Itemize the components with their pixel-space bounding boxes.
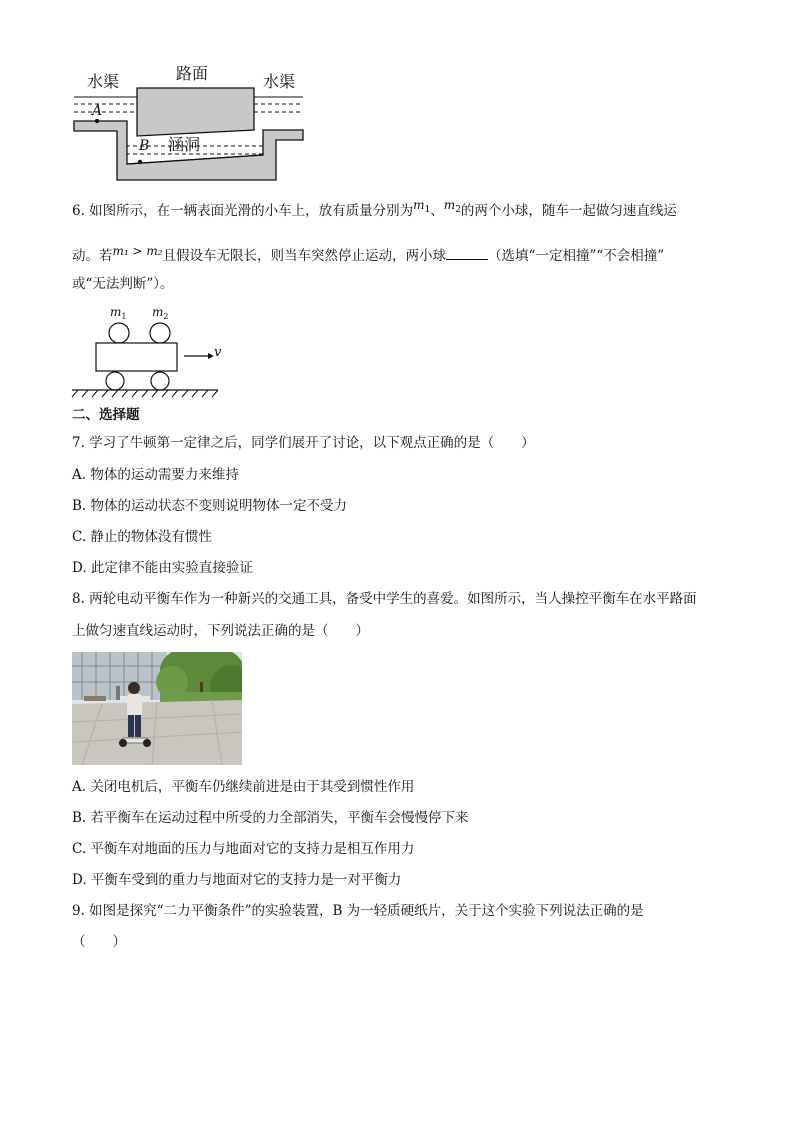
q6-line2-middle: 且假设车无限长，则当车突然停止运动，两小球 bbox=[162, 248, 447, 264]
point-a-label: A bbox=[92, 103, 103, 119]
q6-m2-sub: 2 bbox=[455, 205, 461, 215]
q7-option-b[interactable]: B. 物体的运动状态不变则说明物体一定不受力 bbox=[72, 498, 348, 514]
cart-m2-letter: m bbox=[152, 305, 164, 319]
road-label: 路面 bbox=[176, 64, 209, 83]
cart-velocity-label: v bbox=[214, 345, 222, 360]
canal-right-label: 水渠 bbox=[263, 72, 296, 91]
q8-option-c[interactable]: C. 平衡车对地面的压力与地面对它的支持力是相互作用力 bbox=[72, 841, 415, 857]
q8-option-b[interactable]: B. 若平衡车在运动过程中所受的力全部消失，平衡车会慢慢停下来 bbox=[72, 810, 469, 826]
q6-sep: 、 bbox=[430, 203, 444, 219]
q6-condition: m₁ > m₂ bbox=[112, 244, 163, 258]
q7-option-a[interactable]: A. 物体的运动需要力来维持 bbox=[72, 467, 239, 483]
cart-m1-sub: 1 bbox=[121, 312, 127, 321]
q8-option-d[interactable]: D. 平衡车受到的重力与地面对它的支持力是一对平衡力 bbox=[72, 872, 402, 888]
q6-line3: 或“无法判断”）。 bbox=[72, 276, 174, 292]
culvert-label: 涵洞 bbox=[168, 135, 201, 154]
point-b-label: B bbox=[139, 138, 150, 154]
q7-option-c[interactable]: C. 静止的物体没有惯性 bbox=[72, 529, 212, 545]
balance-scooter-photo bbox=[72, 652, 242, 765]
cart-m1-letter: m bbox=[110, 305, 122, 319]
q6-line2-end: （选填“一定相撞”“不会相撞” bbox=[488, 248, 665, 264]
q6-m1: m bbox=[413, 198, 425, 212]
q6-m1-sub: 1 bbox=[424, 205, 431, 215]
q7-stem: 7. 学习了牛顿第一定律之后，同学们展开了讨论，以下观点正确的是（ ） bbox=[72, 435, 535, 451]
q7-option-d[interactable]: D. 此定律不能由实验直接验证 bbox=[72, 560, 253, 576]
q6-line1-start: 6. 如图所示，在一辆表面光滑的小车上，放有质量分别为 bbox=[72, 203, 414, 219]
q8-stem-line2: 上做匀速直线运动时，下列说法正确的是（ ） bbox=[72, 623, 369, 639]
canal-left-label: 水渠 bbox=[87, 72, 120, 91]
q6-line2-start: 动。若 bbox=[72, 248, 113, 264]
cart-m2-sub: 2 bbox=[163, 312, 169, 321]
q8-option-a[interactable]: A. 关闭电机后，平衡车仍继续前进是由于其受到惯性作用 bbox=[72, 779, 415, 795]
q9-stem-line2: （ ） bbox=[72, 934, 126, 950]
q8-stem-line1: 8. 两轮电动平衡车作为一种新兴的交通工具，备受中学生的喜爱。如图所示，当人操控平衡车在水平路面 bbox=[72, 591, 697, 607]
cart-m2-label bbox=[152, 305, 169, 321]
q6-m2: m bbox=[443, 198, 456, 212]
cart-diagram bbox=[0, 0, 794, 400]
section-2-heading: 二、选择题 bbox=[72, 407, 140, 423]
cart-m1-label bbox=[110, 305, 127, 321]
q9-stem-line1: 9. 如图是探究“二力平衡条件”的实验装置，B 为一轻质硬纸片，关于这个实验下列说法正确的是 bbox=[72, 903, 644, 919]
q6-line1-end: 的两个小球，随车一起做匀速直线运 bbox=[460, 203, 677, 219]
